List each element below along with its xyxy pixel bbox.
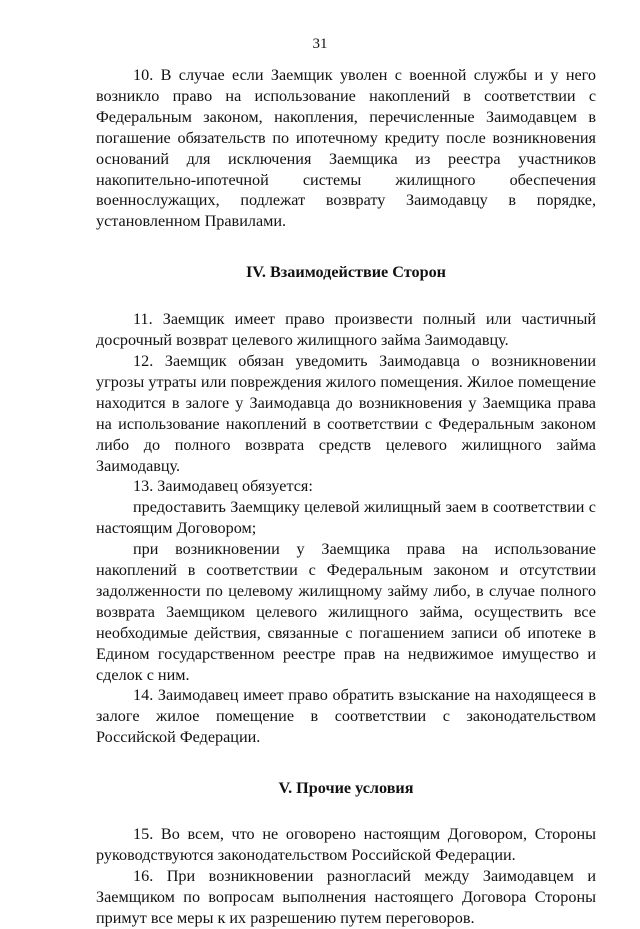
paragraph-13-item-2: при возникновении у Заемщика права на использование накоплений в соответствии с Федеральным законом и отсутствии задолженности по целевому жилищному займу либо, в случае полного возврата Заемщиком целевого жилищного займа, осуществить все необходимые действия, связанные с погашением записи об ипотеке в Едином государственном реестре прав на недвижимое имущество и сделок с ним.	[96, 540, 596, 684]
paragraph-15: 15. Во всем, что не оговорено настоящим Договором, Стороны руководствуются законодательством Российской Федерации.	[96, 825, 596, 864]
paragraph-11: 11. Заемщик имеет право произвести полный или частичный досрочный возврат целевого жилищного займа Заимодавцу.	[96, 310, 596, 350]
paragraph-13-item-1: предоставить Заемщику целевой жилищный заем в соответствии с настоящим Договором;	[96, 498, 596, 538]
section-heading-iv: IV. Взаимодействие Сторон	[245, 263, 447, 282]
paragraph-14: 14. Заимодавец имеет право обратить взыскание на находящееся в залоге жилое помещение в соответствии с законодательством Российской Федерации.	[96, 686, 596, 747]
paragraph-13: 13. Заимодавец обязуется:	[133, 477, 313, 496]
paragraph-12: 12. Заемщик обязан уведомить Заимодавца о возникновении угрозы утраты или повреждения жилого помещения. Жилое помещение находится в залоге у Заимодавца до возникновения у Заемщика права на использование накоплений в соответствии с Федеральным законом либо до полного возврата средств целевого жилищного займа Заимодавцу.	[96, 351, 596, 475]
document-body	[96, 65, 596, 929]
paragraph-10: 10. В случае если Заемщик уволен с военной службы и у него возникло право на использование накоплений в соответствии с Федеральным законом, накопления, перечисленные Заимодавцем в погашение обязательств по ипотечному кредиту после возникновения оснований для исключения Заемщика из реестра участников накопительно-ипотечной системы жилищного обеспечения военнослужащих, подлежат возврату Заимодавцу в порядке, установленном Правилами.	[96, 66, 596, 231]
paragraph-16: 16. При возникновении разногласий между Заимодавцем и Заемщиком по вопросам выполнения настоящего Договора Стороны примут все меры к их разрешению путем переговоров.	[96, 866, 596, 927]
page-number: 31	[312, 36, 328, 52]
section-heading-v: V. Прочие условия	[278, 779, 414, 798]
